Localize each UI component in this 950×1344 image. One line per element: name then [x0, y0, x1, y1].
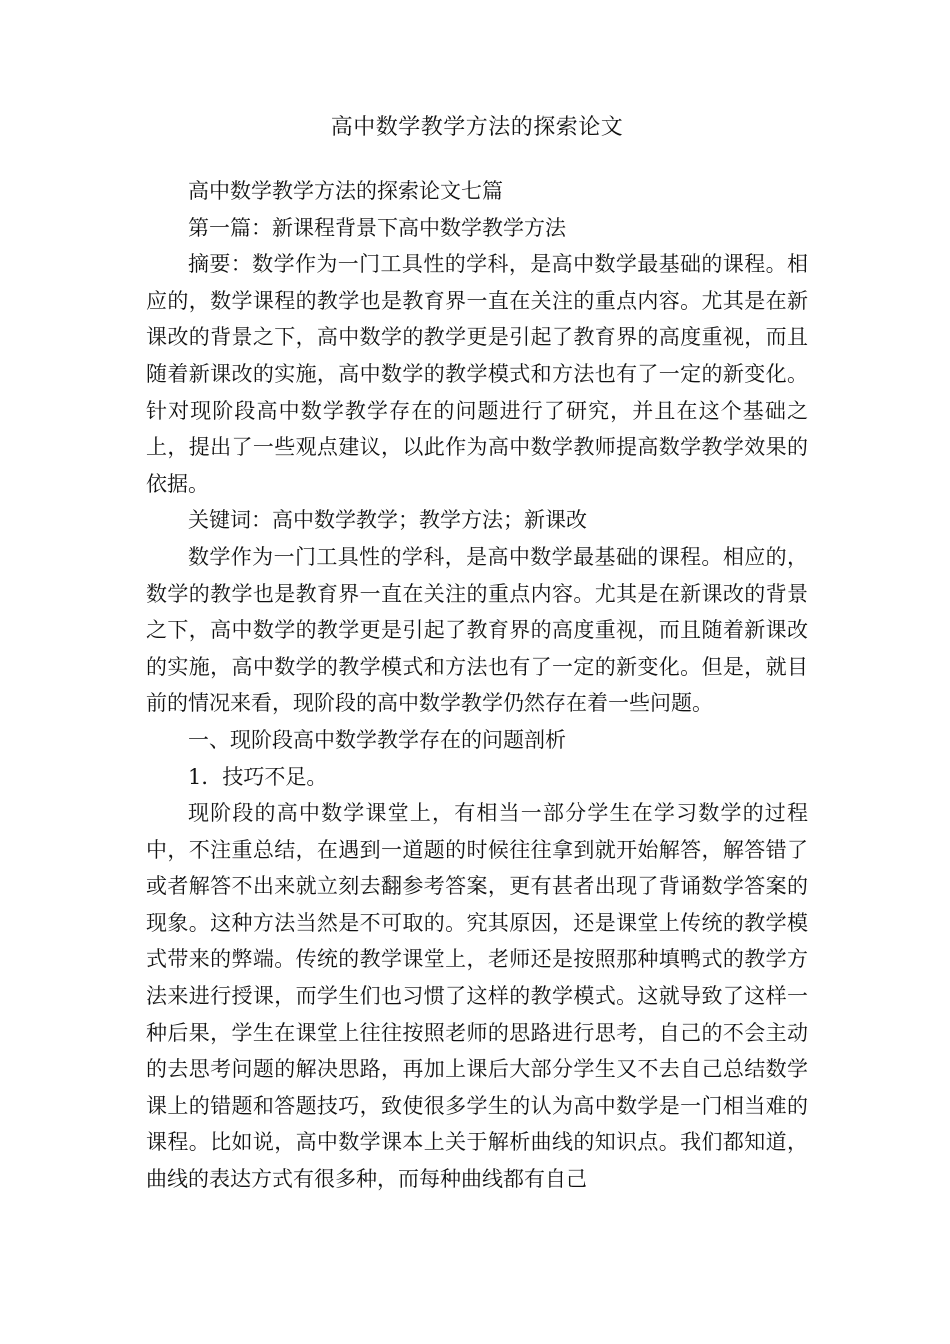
- paragraph-body: 现阶段的高中数学课堂上，有相当一部分学生在学习数学的过程中，不注重总结，在遇到一道题的时候往往拿到就开始解答，解答错了或者解答不出来就立刻去翻参考答案，更有甚者出现了背诵数学答案的现象。这种方法当然是不可取的。究其原因，还是课堂上传统的教学模式带来的弊端。传统的教学课堂上，老师还是按照那种填鸭式的教学方法来进行授课，而学生们也习惯了这样的教学模式。这就导致了这样一种后果，学生在课堂上往往按照老师的思路进行思考，自己的不会主动的去思考问题的解决思路，再加上课后大部分学生又不去自己总结数学课上的错题和答题技巧，致使很多学生的认为高中数学是一门相当难的课程。比如说，高中数学课本上关于解析曲线的知识点。我们都知道，曲线的表达方式有很多种，而每种曲线都有自己: [146, 801, 808, 1192]
- paragraph-subsection-heading: 1．技巧不足。: [188, 764, 328, 789]
- paragraph-chapter-heading: 第一篇：新课程背景下高中数学教学方法: [188, 215, 566, 240]
- paragraph-subtitle: 高中数学教学方法的探索论文七篇: [188, 179, 503, 203]
- document-title: 高中数学教学方法的探索论文: [330, 115, 624, 140]
- paragraph-keywords: 关键词：高中数学教学；教学方法；新课改: [188, 508, 587, 533]
- paragraph-abstract: 摘要：数学作为一门工具性的学科，是高中数学最基础的课程。相应的，数学课程的教学也是教育界一直在关注的重点内容。尤其是在新课改的背景之下，高中数学的教学更是引起了教育界的高度重视，而且随着新课改的实施，高中数学的教学模式和方法也有了一定的新变化。针对现阶段高中数学教学存在的问题进行了研究，并且在这个基础之上，提出了一些观点建议，以此作为高中数学教师提高数学教学效果的依据。: [146, 252, 808, 496]
- paragraph-intro: 数学作为一门工具性的学科，是高中数学最基础的课程。相应的，数学的教学也是教育界一直在关注的重点内容。尤其是在新课改的背景之下，高中数学的教学更是引起了教育界的高度重视，而且随着新课改的实施，高中数学的教学模式和方法也有了一定的新变化。但是，就目前的情况来看，现阶段的高中数学教学仍然存在着一些问题。: [146, 544, 808, 716]
- paragraph-section-heading: 一、现阶段高中数学教学存在的问题剖析: [188, 727, 566, 752]
- document-body: [146, 173, 808, 1198]
- document-page: [146, 0, 808, 1344]
